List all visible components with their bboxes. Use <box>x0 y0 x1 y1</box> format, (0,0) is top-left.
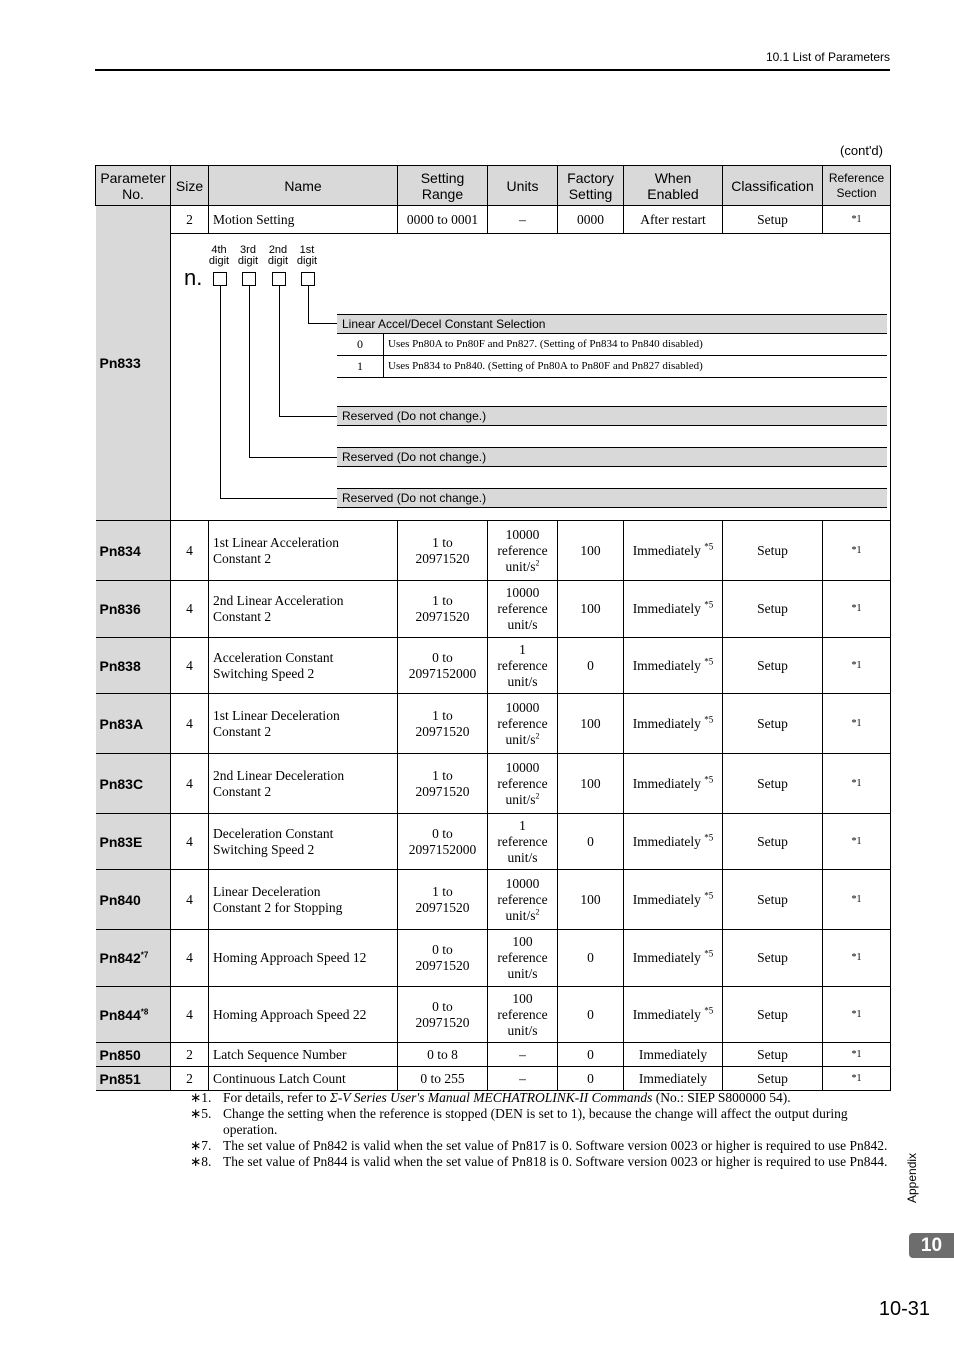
param-no: Pn836 <box>96 581 171 638</box>
classification: Setup <box>723 814 823 870</box>
param-no: Pn851 <box>96 1067 171 1091</box>
setting-range: 1 to 20971520 <box>398 581 488 638</box>
when-enabled: Immediately $^{*5}$ <box>624 987 723 1043</box>
classification: Setup <box>723 638 823 694</box>
digit-box-1st <box>301 272 315 286</box>
reference-section: *1 <box>823 1043 891 1067</box>
param-name: Acceleration Constant Switching Speed 2 <box>209 638 398 694</box>
table-row <box>96 694 891 754</box>
header-rule <box>95 69 890 71</box>
col-setting-range: Setting Range <box>398 166 488 206</box>
factory-setting: 100 <box>558 754 624 814</box>
footnote-7: ∗7. The set value of Pn842 is valid when the set value of Pn817 is 0. Software version 0023 or higher is required to use Pn842. <box>190 1138 888 1153</box>
continued-label: (cont'd) <box>840 143 883 158</box>
reference-section: *1 <box>823 1067 891 1091</box>
param-name: Continuous Latch Count <box>209 1067 398 1091</box>
size: 4 <box>171 581 209 638</box>
factory-setting: 0 <box>558 930 624 987</box>
factory-setting: 0 <box>558 1043 624 1067</box>
size: 4 <box>171 521 209 581</box>
factory-setting: 0 <box>558 1067 624 1091</box>
param-no: Pn83C <box>96 754 171 814</box>
param-name: Homing Approach Speed 12 <box>209 930 398 987</box>
reference-section: *1 <box>823 870 891 930</box>
param-no: Pn834 <box>96 521 171 581</box>
factory-setting: 0000 <box>558 206 624 234</box>
when-enabled: Immediately $^{*5}$ <box>624 870 723 930</box>
table-header-row <box>96 166 891 206</box>
digit-box-4th <box>213 272 227 286</box>
digit2-reserved: Reserved (Do not change.) <box>337 406 887 426</box>
side-section-label: Appendix <box>905 1152 919 1203</box>
option-desc: Uses Pn834 to Pn840. (Setting of Pn80A to Pn80F and Pn827 disabled) <box>388 360 703 372</box>
col-classification: Classification <box>723 166 823 206</box>
factory-setting: 0 <box>558 814 624 870</box>
classification: Setup <box>723 521 823 581</box>
when-enabled: Immediately $^{*5}$ <box>624 581 723 638</box>
classification: Setup <box>723 987 823 1043</box>
param-no: Pn840 <box>96 870 171 930</box>
param-name: Latch Sequence Number <box>209 1043 398 1067</box>
units: 10000 reference unit/s <box>488 581 558 638</box>
option-desc: Uses Pn80A to Pn80F and Pn827. (Setting of Pn834 to Pn840 disabled) <box>388 338 703 350</box>
table-row <box>96 1043 891 1067</box>
factory-setting: 0 <box>558 638 624 694</box>
setting-range: 1 to 20971520 <box>398 694 488 754</box>
when-enabled: Immediately <box>624 1067 723 1091</box>
param-no: Pn833 <box>96 206 171 521</box>
units: 10000 reference unit/$s^2$ <box>488 870 558 930</box>
digit-diagram-row <box>96 234 891 521</box>
setting-range: 0 to 2097152000 <box>398 814 488 870</box>
setting-range: 1 to 20971520 <box>398 521 488 581</box>
classification: Setup <box>723 754 823 814</box>
setting-range: 0 to 20971520 <box>398 987 488 1043</box>
size: 4 <box>171 870 209 930</box>
setting-range: 0000 to 0001 <box>398 206 488 234</box>
setting-range: 0 to 20971520 <box>398 930 488 987</box>
param-no: Pn83E <box>96 814 171 870</box>
when-enabled: After restart <box>624 206 723 234</box>
setting-range: 1 to 20971520 <box>398 754 488 814</box>
reference-section: *1 <box>823 754 891 814</box>
col-name: Name <box>209 166 398 206</box>
units: 10000 reference unit/$s^2$ <box>488 754 558 814</box>
digit4-reserved: Reserved (Do not change.) <box>337 488 887 508</box>
setting-range: 0 to 255 <box>398 1067 488 1091</box>
classification: Setup <box>723 694 823 754</box>
factory-setting: 100 <box>558 694 624 754</box>
col-factory-setting: Factory Setting <box>558 166 624 206</box>
factory-setting: 100 <box>558 870 624 930</box>
setting-range: 0 to 8 <box>398 1043 488 1067</box>
param-name: Deceleration Constant Switching Speed 2 <box>209 814 398 870</box>
size: 2 <box>171 1067 209 1091</box>
classification: Setup <box>723 930 823 987</box>
reference-section: *1 <box>823 581 891 638</box>
units: 100 reference unit/s <box>488 930 558 987</box>
param-name: Motion Setting <box>209 206 398 234</box>
factory-setting: 0 <box>558 987 624 1043</box>
classification: Setup <box>723 1043 823 1067</box>
reference-section: *1 <box>823 814 891 870</box>
when-enabled: Immediately $^{*5}$ <box>624 930 723 987</box>
when-enabled: Immediately <box>624 1043 723 1067</box>
setting-range: 0 to 2097152000 <box>398 638 488 694</box>
size: 4 <box>171 638 209 694</box>
digit-prefix: n. <box>184 265 203 290</box>
table-row <box>96 638 891 694</box>
param-no: Pn850 <box>96 1043 171 1067</box>
footnote-1: ∗1. For details, refer to Σ-V Series User's Manual MECHATROLINK-II Commands (No.: SIEP S800000 54). <box>190 1090 791 1105</box>
digit-label-1st: 1st digit <box>296 244 318 267</box>
parameter-table <box>95 165 891 1091</box>
units: 10000 reference unit/$s^2$ <box>488 521 558 581</box>
footnote-8: ∗8. The set value of Pn844 is valid when the set value of Pn818 is 0. Software version 0023 or higher is required to use Pn844. <box>190 1154 888 1169</box>
footnotes <box>190 1090 890 1170</box>
when-enabled: Immediately $^{*5}$ <box>624 638 723 694</box>
size: 2 <box>171 1043 209 1067</box>
param-name: 1st Linear Deceleration Constant 2 <box>209 694 398 754</box>
digit-diagram <box>171 234 891 521</box>
classification: Setup <box>723 206 823 234</box>
reference-section: *1 <box>823 521 891 581</box>
when-enabled: Immediately $^{*5}$ <box>624 694 723 754</box>
classification: Setup <box>723 1067 823 1091</box>
option-row <box>337 356 887 378</box>
digit-label-4th: 4th digit <box>208 244 230 267</box>
size: 2 <box>171 206 209 234</box>
col-when-enabled: When Enabled <box>624 166 723 206</box>
units: – <box>488 1043 558 1067</box>
reference-section: *1 <box>823 987 891 1043</box>
reference-section: *1 <box>823 638 891 694</box>
digit-box-2nd <box>272 272 286 286</box>
digit3-reserved: Reserved (Do not change.) <box>337 447 887 467</box>
table-row <box>96 581 891 638</box>
when-enabled: Immediately $^{*5}$ <box>624 521 723 581</box>
table-row <box>96 814 891 870</box>
param-no: Pn842$^{*7}$ <box>96 930 171 987</box>
when-enabled: Immediately $^{*5}$ <box>624 814 723 870</box>
running-header: 10.1 List of Parameters <box>765 50 890 64</box>
page-number: 10-31 <box>878 1298 930 1320</box>
setting-range: 1 to 20971520 <box>398 870 488 930</box>
col-param-no: Parameter No. <box>96 166 171 206</box>
table-row <box>96 930 891 987</box>
table-row <box>96 870 891 930</box>
table-row <box>96 987 891 1043</box>
digit-label-2nd: 2nd digit <box>267 244 289 267</box>
param-name: 2nd Linear Deceleration Constant 2 <box>209 754 398 814</box>
col-units: Units <box>488 166 558 206</box>
digit-label-3rd: 3rd digit <box>237 244 259 267</box>
size: 4 <box>171 814 209 870</box>
reference-section: *1 <box>823 206 891 234</box>
units: 100 reference unit/s <box>488 987 558 1043</box>
classification: Setup <box>723 870 823 930</box>
factory-setting: 100 <box>558 581 624 638</box>
size: 4 <box>171 694 209 754</box>
size: 4 <box>171 754 209 814</box>
param-no: Pn83A <box>96 694 171 754</box>
param-name: Homing Approach Speed 22 <box>209 987 398 1043</box>
digit-box-3rd <box>242 272 256 286</box>
reference-section: *1 <box>823 694 891 754</box>
units: 10000 reference unit/$s^2$ <box>488 694 558 754</box>
factory-setting: 100 <box>558 521 624 581</box>
table-row <box>96 754 891 814</box>
chapter-tab: 10 <box>909 1233 954 1258</box>
units: 1 reference unit/s <box>488 814 558 870</box>
digit1-title: Linear Accel/Decel Constant Selection <box>337 314 887 334</box>
size: 4 <box>171 930 209 987</box>
when-enabled: Immediately $^{*5}$ <box>624 754 723 814</box>
param-no: Pn838 <box>96 638 171 694</box>
units: 1 reference unit/s <box>488 638 558 694</box>
table-row <box>96 206 891 234</box>
option-value: 1 <box>337 356 384 377</box>
table-row <box>96 521 891 581</box>
units: – <box>488 206 558 234</box>
reference-section: *1 <box>823 930 891 987</box>
table-row <box>96 1067 891 1091</box>
footnote-5: ∗5. Change the setting when the reference is stopped (DEN is set to 1), because the change will affect the output during operation. <box>190 1106 848 1137</box>
units: – <box>488 1067 558 1091</box>
col-size: Size <box>171 166 209 206</box>
option-row <box>337 334 887 356</box>
size: 4 <box>171 987 209 1043</box>
classification: Setup <box>723 581 823 638</box>
param-name: Linear Deceleration Constant 2 for Stopping <box>209 870 398 930</box>
param-name: 1st Linear Acceleration Constant 2 <box>209 521 398 581</box>
col-reference-section: Reference Section <box>823 166 891 206</box>
param-no: Pn844$^{*8}$ <box>96 987 171 1043</box>
param-name: 2nd Linear Acceleration Constant 2 <box>209 581 398 638</box>
option-value: 0 <box>337 334 384 355</box>
